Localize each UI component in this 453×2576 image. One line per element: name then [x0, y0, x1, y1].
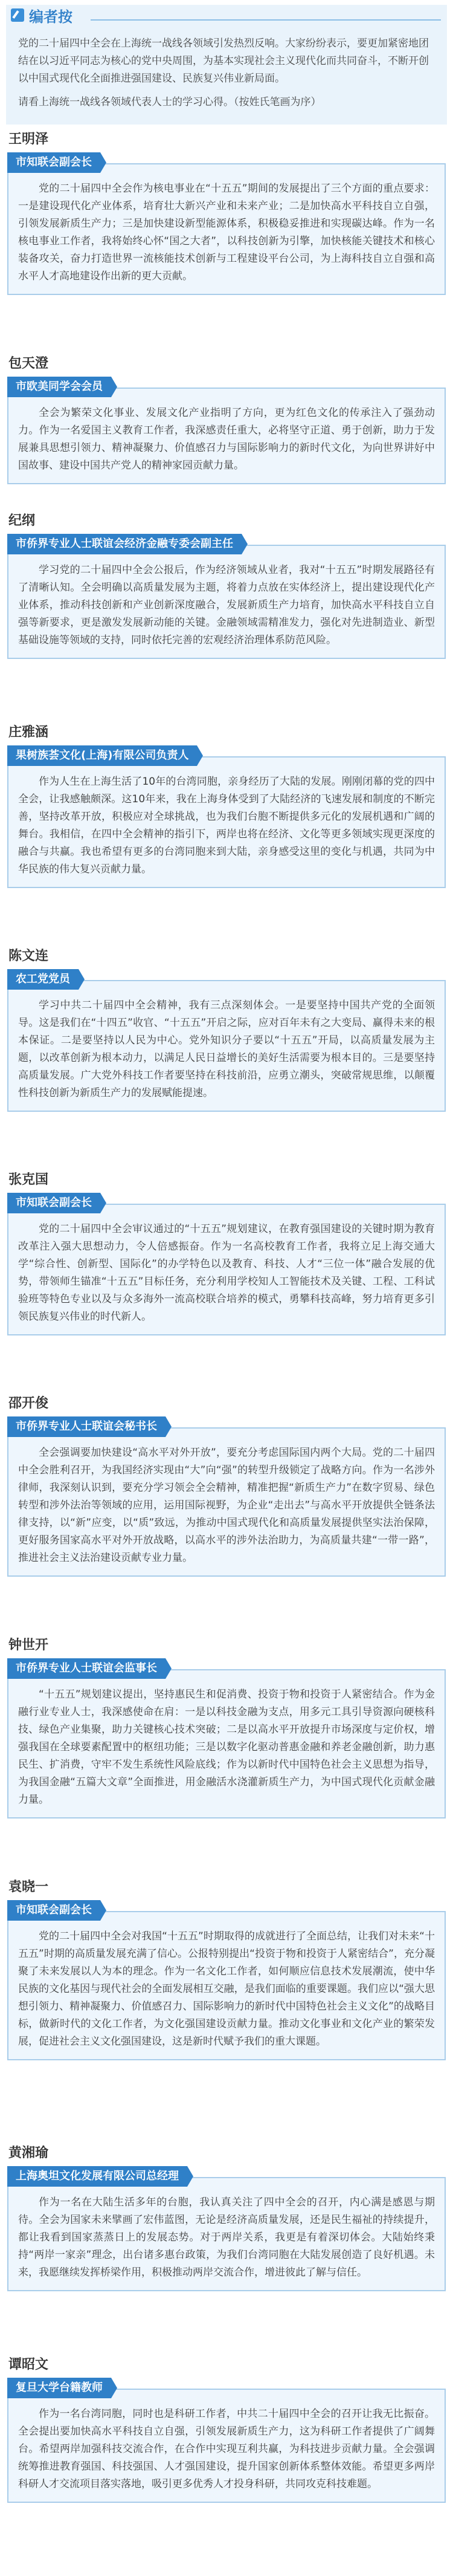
- person-section: [7, 354, 446, 484]
- editor-body: [18, 35, 435, 117]
- statement-box: [7, 388, 446, 484]
- statement-box: [7, 980, 446, 1112]
- person-section: [7, 129, 446, 295]
- statement-text: 学习党的二十届四中全会公报后，作为经济领域从业者，我对“十五五”时期发展路径有了清晰认知。全会明确以高质量发展为主题，将着力点放在实体经济上，提出建设现代化产业体系，推动科技创新和产业创新深度融合，发展新质生产力培育，加快高水平科技自立自强等新要求，更是激发发展新动能的关键。金融领域需精准发力，强化对先进制造业、新型基础设施等领域的支持，同时依托完善的宏观经济治理体系防范风险。: [18, 564, 435, 646]
- person-title: 市知联会副会长: [7, 1193, 100, 1213]
- statement-text: 党的二十届四中全会作为核电事业在“十五五”期间的发展提出了三个方面的重点要求：一是建设现代化产业体系，培育壮大新兴产业和未来产业；二是加快高水平科技自立自强，引领发展新质生产力；三是加快建设新型能源体系，积极稳妥推进和实现碳达峰。作为一名核电事业工作者，我将始终心怀“国之大者”，以科技创新为引擎，加快核能关键技术和核心装备攻关，奋力打造世界一流核能技术创新与工程建设平台公司，为上海科技自立自强和高水平人才高地建设作出新的更大贡献。: [18, 183, 435, 282]
- editor-note-label: [6, 5, 79, 25]
- statement-text: 作为一名在大陆生活多年的台胞，我认真关注了四中全会的召开，内心满是感恩与期待。全会为国家未来擘画了宏伟蓝图，无论是经济高质量发展，还是民生福祉的持续提升，都让我看到国家蒸蒸日上的发展态势。对于两岸关系，我更是有着深切体会。大陆始终秉持“两岸一家亲”理念，出台诸多惠台政策，为我们台湾同胞在大陆发展创造了良好机遇。未来，我愿继续发挥桥梁作用，积极推动两岸交流合作，增进彼此了解与信任。: [18, 2196, 435, 2279]
- person-section: [7, 511, 446, 659]
- person-name: 王明泽: [8, 132, 49, 147]
- person-name: 钟世开: [8, 1638, 49, 1653]
- person-title: 市侨界专业人士联谊会秘书长: [7, 1416, 165, 1437]
- editor-paragraph: 党的二十届四中全会在上海统一战线各领域引发热烈反响。大家纷纷表示，要更加紧密地团结在以习近平同志为核心的党中央周围，为基本实现社会主义现代化而共同奋斗，不断开创以中国式现代化全面推进强国建设、民族复兴伟业新局面。: [18, 37, 429, 85]
- person-title: 市知联会副会长: [7, 1900, 100, 1921]
- person-title: 市欧美同学会会员: [7, 377, 111, 397]
- person-section: [7, 1393, 446, 1577]
- statement-text: 全会为繁荣文化事业、发展文化产业指明了方向，更为红色文化的传承注入了强劲动力。作为一名爱国主义教育工作者，我深感责任重大，必将坚守正道、勇于创新，助力于发展兼具思想引领力、精神凝聚力、价值感召力与国际影响力的新时代文化，为向世界讲好中国故事、建设中国共产党人的精神家园贡献力量。: [18, 407, 435, 472]
- editor-label-text: 编者按: [29, 8, 72, 25]
- person-section: [7, 2143, 446, 2291]
- pen-icon: [11, 8, 24, 22]
- person-title: 市侨界专业人士联谊会经济金融专委会副主任: [7, 534, 242, 554]
- person-section: [7, 1635, 446, 1818]
- person-name: 陈文连: [8, 949, 49, 964]
- person-title: 农工党党员: [7, 969, 79, 990]
- statement-text: 党的二十届四中全会对我国“十五五”时期取得的成就进行了全面总结，让我们对未来“十五五”时期的高质量发展充满了信心。公报特别提出“投资于物和投资于人紧密结合”，充分凝聚了未来发展以人为本的理念。作为一名文化工作者，如何顺应信息技术发展潮流，使中华民族的文化基因与现代社会的全面发展相互交融，是我们面临的重要课题。我们应以“强大思想引领力、精神凝聚力、价值感召力、国际影响力的新时代中国特色社会主义文化”的战略目标，做新时代的文化工作者，为文化强国建设贡献力量。推动文化事业和文化产业的繁荣发展，促进社会主义文化强国建设，这是新时代赋予我们的重大课题。: [18, 1930, 435, 2048]
- editor-note: [6, 5, 447, 125]
- person-name: 张克国: [8, 1172, 49, 1187]
- statement-text: 作为一名台湾同胞，同时也是科研工作者，中共二十届四中全会的召开让我无比振奋。全会提出要加快高水平科技自立自强，引领发展新质生产力，这为科研工作者提供了广阔舞台。希望两岸加强科技交流合作，在合作中实现互利共赢，为科技进步贡献力量。全会强调统筹推进教育强国、科技强国、人才强国建设，提升国家创新体系整体效能。希望更多两岸科研人才交流项目落实落地，吸引更多优秀人才投身科研，共同攻克科技难题。: [18, 2408, 435, 2490]
- statement-box: [7, 1911, 446, 2060]
- person-name: 庄雅涵: [8, 725, 49, 740]
- statement-text: 全会强调要加快建设“高水平对外开放”，要充分考虑国际国内两个大局。党的二十届四中全会胜利召开，为我国经济实现由“大”向“强”的转型升级锁定了战略方向。作为一名涉外律师，我深刻认识到，要充分学习领会全会精神，精准把握“新质生产力”在数字贸易、绿色转型和涉外法治等领域的应用，运用国际视野，为企业“走出去”与高水平开放提供全链条法律支持，以“新”应变，以“质”致远，为推动中国式现代化和高质量发展提供坚实法治保障，更好服务国家高水平对外开放战略，以高水平的涉外法治助力，为高质量共建“一带一路”，推进社会主义法治建设贡献专业力量。: [18, 1447, 435, 1564]
- person-section: [7, 2355, 446, 2503]
- person-section: [7, 1170, 446, 1335]
- person-title: 果树族荟文化(上海)有限公司负责人: [7, 745, 197, 766]
- person-title: 复旦大学台籍教师: [7, 2378, 111, 2398]
- person-section: [7, 1877, 446, 2060]
- statement-box: [7, 756, 446, 888]
- person-name: 纪纲: [8, 513, 36, 528]
- statement-text: “十五五”规划建议提出，坚持惠民生和促消费、投资于物和投资于人紧密结合。作为金融行业专业人士，我深感使命在肩：一是以科技金融为支点，用多元工具引导资源向硬核科技、绿色产业集聚，助力关键核心技术突破；二是以高水平开放提升市场深度与定价权，增强我国在全球要素配置中的枢纽功能；三是以数字化驱动普惠金融和养老金融创新，助力惠民生、扩消费，守牢不发生系统性风险底线；作为以新时代中国特色社会主义思想为指导，为我国金融“五篇大文章”全面推进，用金融活水浇灌新质生产力，为中国式现代化贡献金融力量。: [18, 1689, 435, 1806]
- person-section: [7, 722, 446, 888]
- person-title: 上海奥坦文化发展有限公司总经理: [7, 2166, 187, 2187]
- editor-divider: [91, 19, 441, 21]
- person-name: 邵开俊: [8, 1396, 49, 1411]
- statement-box: [7, 2389, 446, 2503]
- statement-box: [7, 545, 446, 659]
- statement-box: [7, 1427, 446, 1577]
- person-name: 袁晓一: [8, 1880, 49, 1895]
- person-name: 包天澄: [8, 356, 49, 371]
- person-title: 市侨界专业人士联谊会监事长: [7, 1658, 165, 1679]
- editor-paragraph: 请看上海统一战线各领域代表人士的学习心得。（按姓氏笔画为序）: [18, 96, 321, 108]
- statement-text: 作为人生在上海生活了10年的台湾同胞，亲身经历了大陆的发展。刚刚闭幕的党的四中全会，让我感触颇深。这10年来，我在上海身体受到了大陆经济的飞速发展和制度的不断完善，坚持改革开放，积极应对全球挑战，也为我们台胞不断提供多元化的发展机遇和广阔的舞台。我相信，在四中全会精神的指引下，两岸也将在经济、文化等更多领域实现更深度的融合与共赢。我也希望有更多的台湾同胞来到大陆，亲身感受这里的变化与机遇，共同为中华民族的伟大复兴贡献力量。: [18, 776, 435, 875]
- statement-box: [7, 2177, 446, 2291]
- statement-text: 党的二十届四中全会审议通过的“十五五”规划建议，在教育强国建设的关键时期为教育改革注入强大思想动力，令人倍感振奋。作为一名高校教育工作者，我将立足上海交通大学“综合性、创新型、国际化”的办学特色以及教育、科技、人才“三位一体”融合发展的优势，带领师生锚准“十五五”目标任务，充分利用学校知人工智能技术及关键、工程、工科试验班等特色专业以及与众多海外一流高校联合培养的模式，勇攀科技高峰，努力培育更多引领民族复兴伟业的时代新人。: [18, 1223, 435, 1323]
- person-name: 谭昭文: [8, 2357, 49, 2372]
- statement-box: [7, 163, 446, 295]
- person-name: 黄湘瑜: [8, 2146, 49, 2161]
- statement-text: 学习中共二十届四中全会精神，我有三点深刻体会。一是要坚持中国共产党的全面领导。这是我们在“十四五”收官、“十五五”开启之际，应对百年未有之大变局、赢得未来的根本保证。二是要坚持以人民为中心。党外知识分子要以“十五五”开局，以高质量发展为主题，以改革创新为根本动力，以满足人民日益增长的美好生活需要为根本目的。三是要坚持高质量发展。广大党外科技工作者要坚持在科技前沿，应勇立潮头，突破常规思维，以颠覆性科技创新为新质生产力的发展赋能提速。: [18, 999, 435, 1099]
- statement-box: [7, 1669, 446, 1818]
- statement-box: [7, 1204, 446, 1335]
- person-section: [7, 946, 446, 1112]
- person-title: 市知联会副会长: [7, 152, 100, 173]
